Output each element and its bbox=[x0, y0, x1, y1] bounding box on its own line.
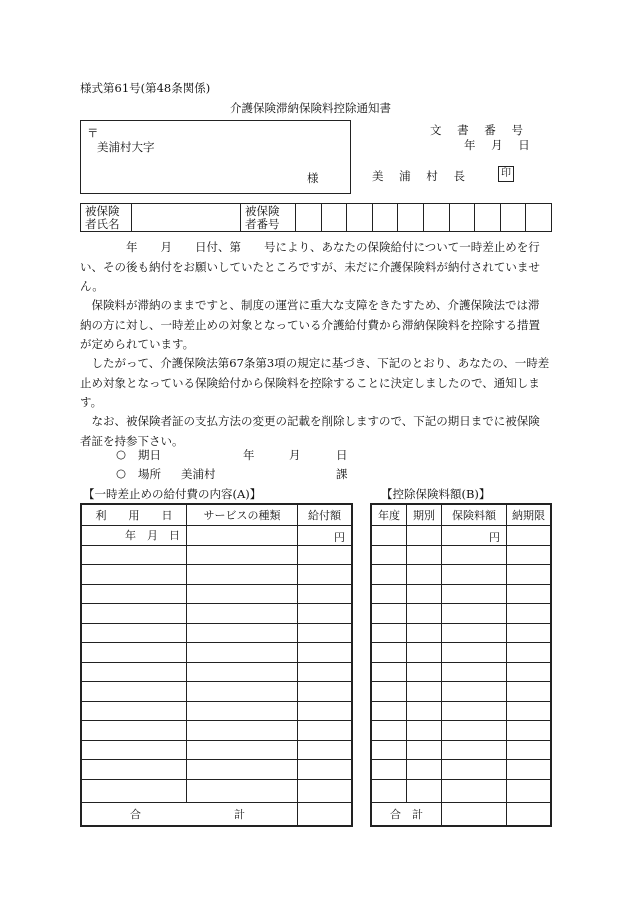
col-usage-date: 利 用 日 bbox=[81, 504, 187, 526]
table-row bbox=[371, 604, 551, 624]
insured-number-digit[interactable] bbox=[372, 204, 398, 232]
table-row bbox=[81, 721, 352, 741]
table-row bbox=[371, 623, 551, 643]
insured-number-digit[interactable] bbox=[296, 204, 322, 232]
period-cell[interactable] bbox=[407, 526, 442, 546]
paragraph-3: したがって、介護保険法第67条第3項の規定に基づき、下記のとおり、あなたの、一時差止め対象となっている保険給付から保険料を控除することに決定しましたので、通知します。 bbox=[80, 356, 550, 409]
postal-mark: 〒 bbox=[87, 126, 99, 140]
insured-number-digit[interactable] bbox=[398, 204, 424, 232]
table-row bbox=[371, 682, 551, 702]
table-row bbox=[81, 623, 352, 643]
seal-icon: 印 bbox=[498, 166, 514, 182]
table-row bbox=[371, 760, 551, 780]
table-row bbox=[371, 584, 551, 604]
deadline-bullet: ○ bbox=[116, 447, 127, 461]
insured-number-digit[interactable] bbox=[347, 204, 373, 232]
table-row bbox=[81, 682, 352, 702]
deadline-year: 年 bbox=[243, 448, 255, 462]
col-benefit-amount: 給付額 bbox=[298, 504, 353, 526]
address-text: 美浦村大字 bbox=[97, 140, 155, 154]
insured-number-digit[interactable] bbox=[526, 204, 552, 232]
deadline-month: 月 bbox=[289, 448, 301, 462]
seal-mark bbox=[498, 165, 514, 182]
table-row bbox=[371, 662, 551, 682]
table-row bbox=[371, 779, 551, 802]
col-premium-amount: 保険料額 bbox=[442, 504, 507, 526]
insured-number-digit[interactable] bbox=[449, 204, 475, 232]
issuer-label: 美 浦 村 長 bbox=[372, 169, 471, 183]
insured-name-field[interactable] bbox=[132, 204, 241, 232]
total-premium-cell[interactable] bbox=[442, 802, 507, 826]
premium-amount-cell[interactable]: 円 bbox=[442, 526, 507, 546]
table-row bbox=[81, 779, 352, 802]
table-row bbox=[81, 662, 352, 682]
insured-id-table bbox=[80, 203, 552, 232]
table-a-caption: 【一時差止めの給付費の内容(A)】 bbox=[83, 487, 262, 501]
table-row bbox=[371, 701, 551, 721]
insured-number-digit[interactable] bbox=[321, 204, 347, 232]
total-due-cell[interactable] bbox=[507, 802, 552, 826]
table-row bbox=[371, 565, 551, 585]
table-row bbox=[81, 760, 352, 780]
insured-name-label: 被保険者氏名 bbox=[81, 204, 132, 232]
fiscal-year-cell[interactable] bbox=[371, 526, 407, 546]
table-row bbox=[371, 740, 551, 760]
deadline-label: 期日 bbox=[138, 448, 161, 462]
total-row bbox=[371, 802, 551, 826]
place-bullet: ○ bbox=[116, 466, 127, 480]
service-type-cell[interactable] bbox=[187, 526, 298, 546]
insured-number-label: 被保険者番号 bbox=[241, 204, 296, 232]
insured-number-digit[interactable] bbox=[423, 204, 449, 232]
benefit-amount-cell[interactable]: 円 bbox=[298, 526, 353, 546]
paragraph-4: なお、被保険者証の支払方法の変更の記載を削除しますので、下記の期日までに被保険者証を持参下さい。 bbox=[80, 414, 540, 448]
form-number: 様式第61号(第48条関係) bbox=[80, 81, 211, 95]
place-label: 場所 bbox=[138, 467, 161, 481]
address-box bbox=[80, 120, 351, 194]
insured-number-digit[interactable] bbox=[500, 204, 526, 232]
col-fiscal-year: 年度 bbox=[371, 504, 407, 526]
table-row bbox=[371, 721, 551, 741]
table-row bbox=[371, 545, 551, 565]
doc-number-label: 文 書 番 号 bbox=[430, 123, 529, 137]
honorific-sama: 様 bbox=[307, 171, 319, 185]
total-amount-cell[interactable] bbox=[298, 802, 353, 826]
due-date-cell[interactable] bbox=[507, 526, 552, 546]
table-row bbox=[81, 643, 352, 663]
place-village: 美浦村 bbox=[181, 467, 216, 481]
paragraph-2: 保険料が滞納のままですと、制度の運営に重大な支障をきたすため、介護保険法では滞納の方に対し、一時差止めの対象となっている介護給付費から滞納保険料を控除する措置が定められています。 bbox=[80, 298, 540, 351]
table-row bbox=[81, 740, 352, 760]
total-row bbox=[81, 802, 352, 826]
usage-date-cell[interactable]: 年 月 日 bbox=[81, 526, 187, 546]
deadline-day: 日 bbox=[336, 448, 348, 462]
total-label: 合 計 bbox=[371, 802, 442, 826]
place-section: 課 bbox=[336, 467, 348, 481]
table-row bbox=[81, 584, 352, 604]
table-row bbox=[81, 604, 352, 624]
document-title: 介護保険滞納保険料控除通知書 bbox=[230, 101, 391, 115]
table-row bbox=[81, 701, 352, 721]
table-row bbox=[81, 565, 352, 585]
col-due-date: 納期限 bbox=[507, 504, 552, 526]
premium-table bbox=[370, 503, 552, 827]
paragraph-1: 年 月 日付、第 号により、あなたの保険給付について一時差止めを行い、その後も納付をお願いしていたところですが、未だに介護保険料が納付されていません。 bbox=[80, 240, 540, 293]
total-label: 合 計 bbox=[81, 802, 298, 826]
table-row bbox=[81, 545, 352, 565]
table-b-caption: 【控除保険料額(B)】 bbox=[381, 487, 491, 501]
table-row bbox=[371, 643, 551, 663]
insured-number-digit[interactable] bbox=[475, 204, 501, 232]
issue-date-label: 年 月 日 bbox=[464, 138, 536, 152]
benefit-table bbox=[80, 503, 353, 827]
col-service-type: サービスの種類 bbox=[187, 504, 298, 526]
col-period: 期別 bbox=[407, 504, 442, 526]
